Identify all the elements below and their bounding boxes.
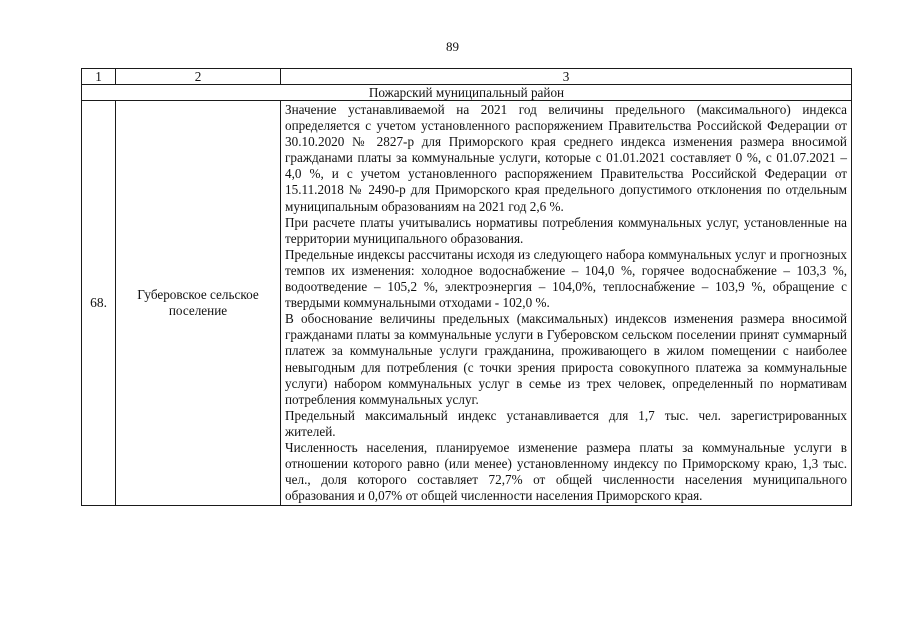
tariff-index-table — [81, 68, 852, 506]
paragraph-index-value: Значение устанавливаемой на 2021 год величины предельного (максимального) индекса определяется с учетом установленного распоряжением Правительства Российской Федерации от 30.10.2020 № 2827-р для Приморского края среднего индекса изменения размера вносимой гражданами платы за коммунальные услуги, которые с 01.01.2021 составляет 0 %, с 01.07.2021 – 4,0 %, и с учетом установленного распоряжением Правительства Российской Федерации от 15.11.2018 № 2490-р для Приморского края предельного допустимого отклонения по отдельным муниципальным образованиям на 2021 год 2,6 %. — [285, 102, 847, 214]
column-header-1: 1 — [82, 69, 116, 85]
district-row — [82, 85, 852, 101]
page-number: 89 — [446, 39, 459, 54]
justification-text — [281, 101, 852, 506]
column-header-3: 3 — [281, 69, 852, 85]
row-number: 68. — [82, 101, 116, 506]
paragraph-population-share: Численность населения, планируемое изменение размера платы за коммунальные услуги в отношении которого равно (или менее) установленному индексу по Приморскому краю, 1,3 тыс. чел., доля которого составляет 72,7% от общей численности населения муниципального образования и 0,07% от общей численности населения Приморского края. — [285, 439, 847, 504]
paragraph-registered-residents: Предельный максимальный индекс устанавливается для 1,7 тыс. чел. зарегистрированных жителей. — [285, 407, 847, 439]
table-header-row — [82, 69, 852, 85]
paragraph-consumption-norms: При расчете платы учитывались нормативы потребления коммунальных услуг, установленные на территории муниципального образования. — [285, 214, 847, 246]
column-header-2: 2 — [116, 69, 281, 85]
paragraph-justification: В обоснование величины предельных (максимальных) индексов изменения размера вносимой гражданами платы за коммунальные услуги в Губеровском сельском поселении принят суммарный платеж за коммунальные услуги гражданина, проживающего в жилом помещении с наиболее невыгодным для потребления (с точки зрения прироста совокупного платежа за коммунальные услуги) набором коммунальных услуг в семье из трех человек, определенный по нормативам потребления коммунальных услуг. — [285, 311, 847, 407]
settlement-name: Губеровское сельское поселение — [116, 101, 281, 506]
paragraph-service-rates: Предельные индексы рассчитаны исходя из следующего набора коммунальных услуг и прогнозных темпов их изменения: холодное водоснабжение – 104,0 %, горячее водоснабжение – 103,3 %, водоотведение – 105,2 %, электроэнергия – 104,0%, теплоснабжение – 103,9 %, обращение с твердыми коммунальными отходами - 102,0 %. — [285, 246, 847, 311]
table-row — [82, 101, 852, 506]
district-name: Пожарский муниципальный район — [82, 85, 852, 101]
